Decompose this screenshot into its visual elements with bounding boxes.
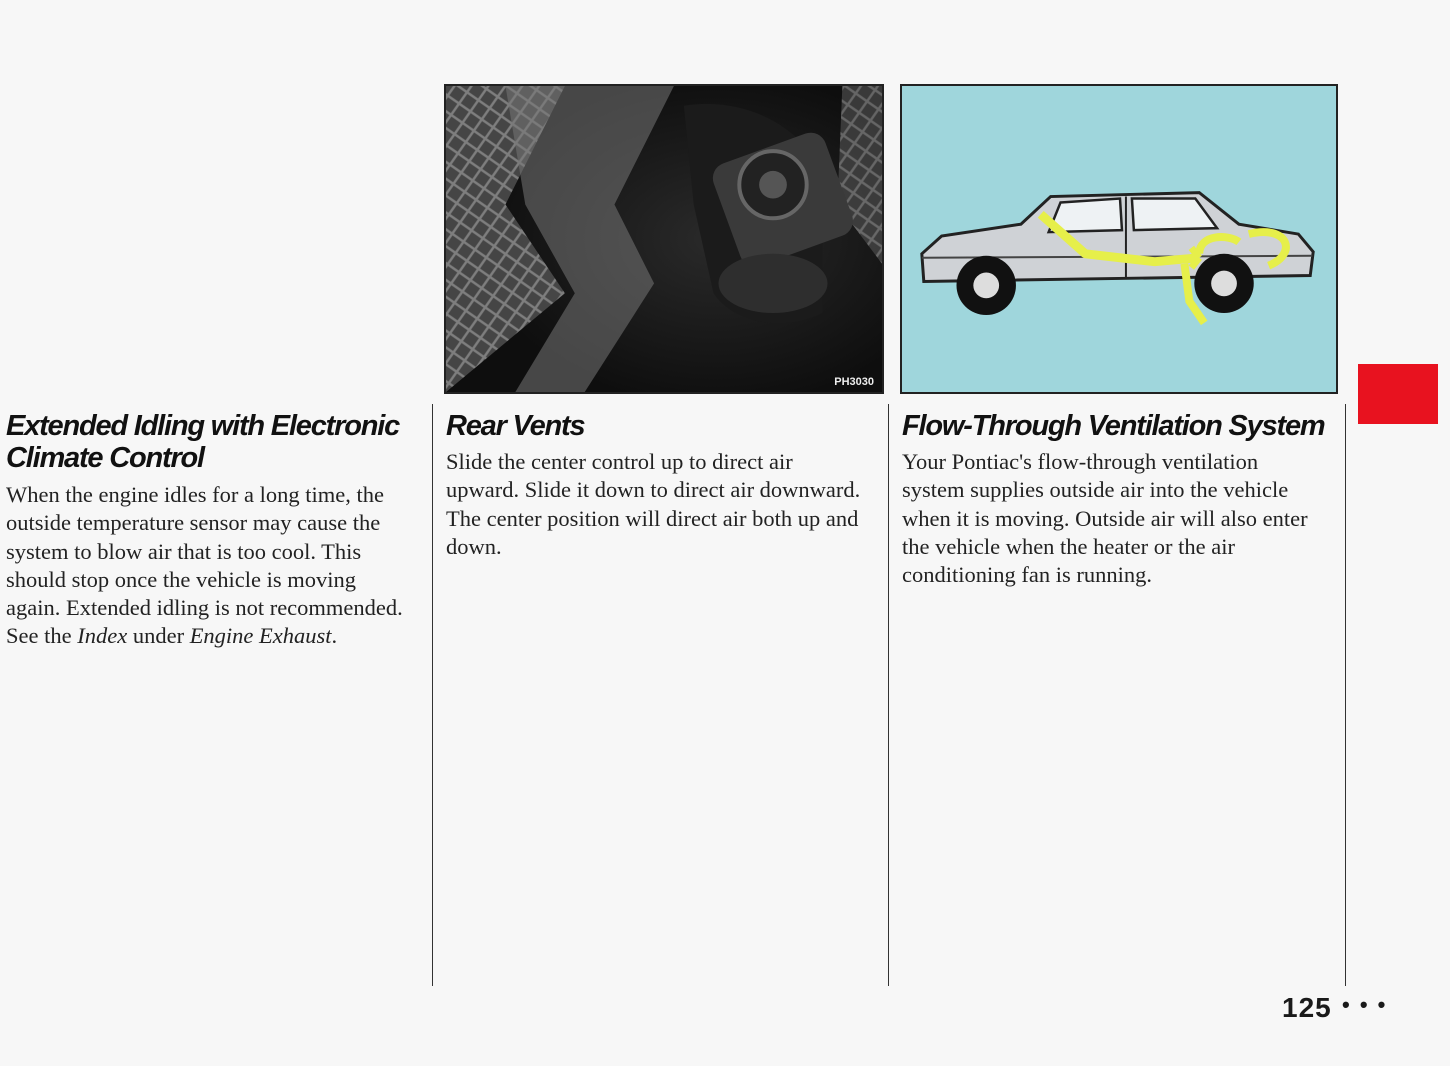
paragraph-text: When the engine idles for a long time, the outside temperature sensor may cause the system to blow air that is too cool. This should stop once the vehicle is moving again. Extended idling is not recommended. See the [6,482,403,649]
column-divider-3 [1345,404,1346,986]
section-tab-marker [1358,364,1438,424]
paragraph-rear-vents: Slide the center control up to direct air upward. Slide it down to direct air downward. The center position will direct air both up and down. [446,449,861,559]
page-number: 125 [1282,992,1332,1023]
heading-flow-through: Flow-Through Ventilation System [902,410,1325,442]
engine-exhaust-reference: Engine Exhaust [189,623,332,649]
heading-rear-vents: Rear Vents [446,410,585,442]
paragraph-text: . [331,623,338,649]
paragraph-text: under [127,623,190,649]
heading-extended-idling: Extended Idling with Electronic Climate Control [6,410,400,474]
page-dots: • • • [1342,992,1388,1017]
photo-code: PH3030 [834,376,874,388]
column-divider-2 [888,404,889,986]
index-reference: Index [77,623,128,649]
paragraph-extended-idling [6,481,408,651]
paragraph-flow-through: Your Pontiac's flow-through ventilation system supplies outside air into the vehicle when it is moving. Outside air will also enter the vehicle when the heater or the air conditioning fan is running. [902,449,1308,588]
rear-vent-photo [444,84,884,394]
flow-through-illustration [900,84,1338,394]
column-divider-1 [432,404,433,986]
